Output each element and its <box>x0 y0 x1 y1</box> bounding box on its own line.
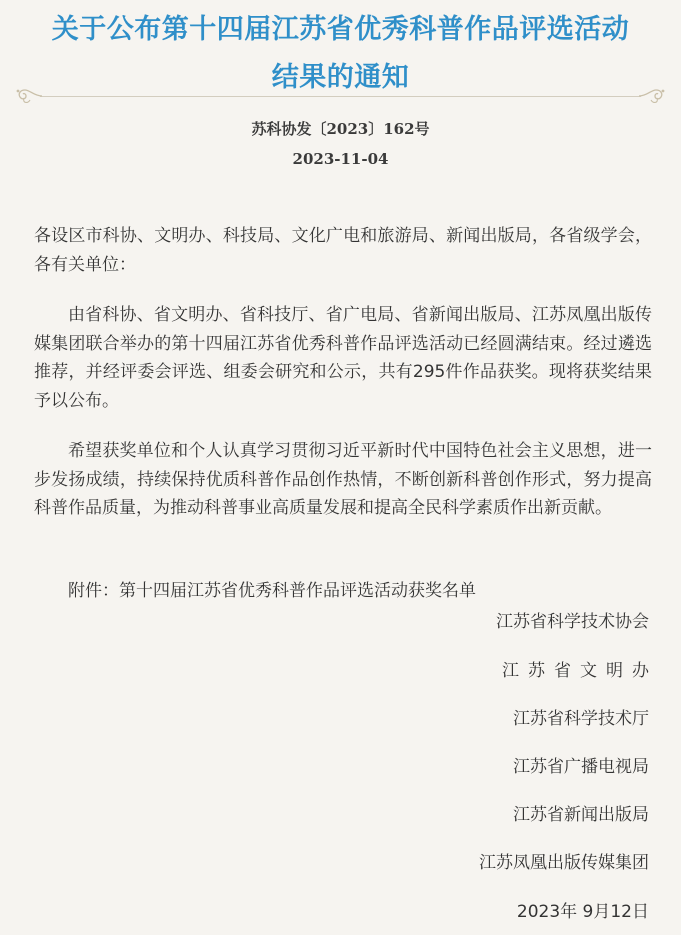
signatory-press-publication-bureau: 江苏省新闻出版局 <box>513 805 649 825</box>
title-divider <box>40 96 641 97</box>
attachment-link[interactable]: 附件：第十四届江苏省优秀科普作品评选活动获奖名单 <box>68 581 476 601</box>
publish-date: 2023-11-04 <box>292 150 389 168</box>
signatory-science-association: 江苏省科学技术协会 <box>496 612 649 632</box>
addressee-paragraph: 各设区市科协、文明办、科技局、文化广电和旅游局、新闻出版局，各省级学会，各有关单位： <box>34 226 652 275</box>
flourish-ornament-icon <box>14 84 44 106</box>
body-paragraph-2: 希望获奖单位和个人认真学习贯彻习近平新时代中国特色社会主义思想，进一步发扬成绩，持续保持优质科普作品创作热情，不断创新科普创作形式，努力提高科普作品质量，为推动科普事业高质量发展和提高全民科学素质作出新贡献。 <box>34 441 652 518</box>
title-line-2: 结果的通知 <box>271 62 410 93</box>
signatory-civilization-office: 江苏省文明办 <box>502 661 658 681</box>
signatory-phoenix-publishing-group: 江苏凤凰出版传媒集团 <box>479 853 649 873</box>
title-line-1: 关于公布第十四届江苏省优秀科普作品评选活动 <box>51 14 630 45</box>
signatory-science-department: 江苏省科学技术厅 <box>513 709 649 729</box>
flourish-ornament-icon <box>637 84 667 106</box>
body-paragraph-1: 由省科协、省文明办、省科技厅、省广电局、省新闻出版局、江苏凤凰出版传媒集团联合举办的第十四届江苏省优秀科普作品评选活动已经圆满结束。经过遴选推荐，并经评委会评选、组委会研究和公示，共有295件作品获奖。现将获奖结果予以公布。 <box>34 305 652 411</box>
sign-date: 2023年 9月12日 <box>516 902 649 922</box>
signatory-radio-tv-bureau: 江苏省广播电视局 <box>513 757 649 777</box>
document-number: 苏科协发〔2023〕162号 <box>251 120 430 138</box>
